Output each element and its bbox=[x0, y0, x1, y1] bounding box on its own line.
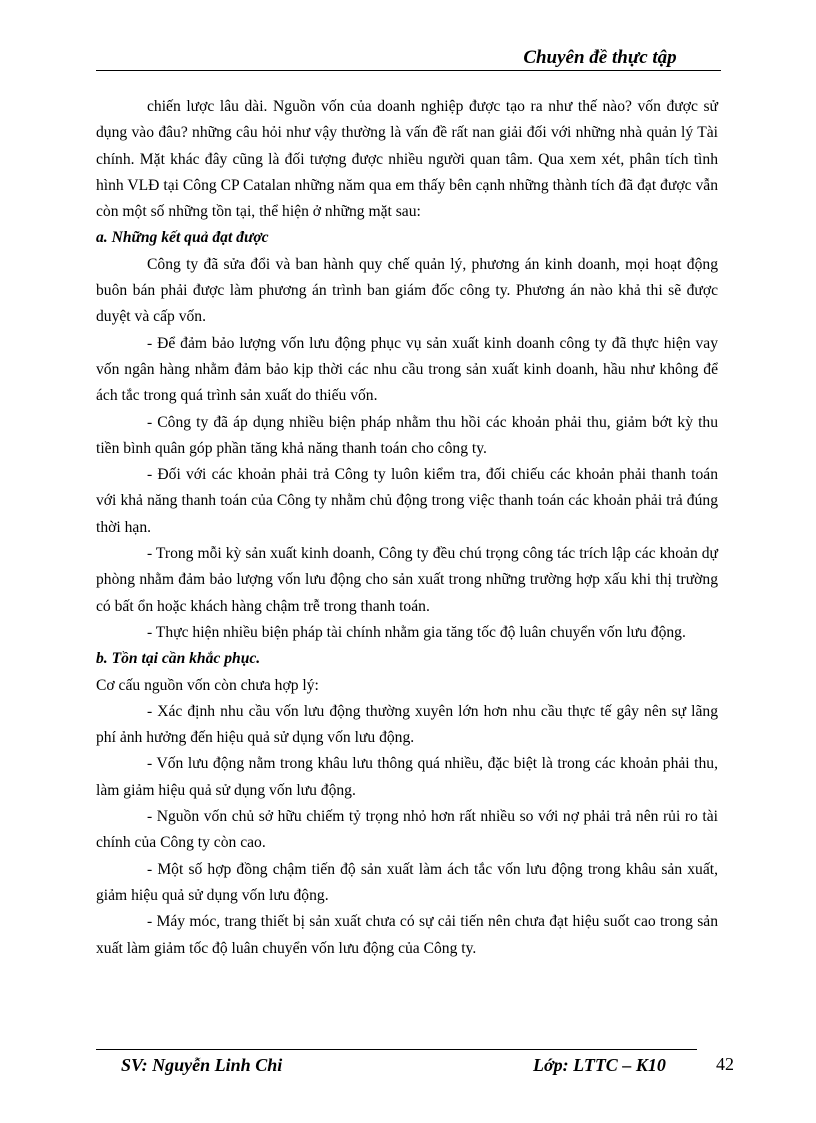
paragraph-intro: chiến lược lâu dài. Nguồn vốn của doanh nghiệp được tạo ra như thế nào? vốn được sử dụng vào đâu? những câu hỏi như vậy thường là vấn đề rất nan giải đối với những nhà quản lý Tài chính. Mặt khác đây cũng là đối tượng được nhiều người quan tâm. Qua xem xét, phân tích tình hình VLĐ tại Công CP Catalan những năm qua em thấy bên cạnh những thành tích đã đạt được vẫn còn một số những tồn tại, thể hiện ở những mặt sau: bbox=[96, 98, 718, 221]
list-item: - Nguồn vốn chủ sở hữu chiếm tỷ trọng nhỏ hơn rất nhiều so với nợ phải trả nên rủi ro tài chính của Công ty còn cao. bbox=[96, 808, 718, 852]
list-item: - Một số hợp đồng chậm tiến độ sản xuất làm ách tắc vốn lưu động trong khâu sản xuất, giảm hiệu quả sử dụng vốn lưu động. bbox=[96, 860, 718, 904]
list-item: - Để đảm bảo lượng vốn lưu động phục vụ sản xuất kinh doanh công ty đã thực hiện vay vốn ngân hàng nhằm đảm bảo kịp thời các nhu cầu trong sản xuất kinh doanh, hầu như không để ách tắc trong quá trình sản xuất do thiếu vốn. bbox=[96, 334, 718, 405]
paragraph: Cơ cấu nguồn vốn còn chưa hợp lý: bbox=[96, 676, 319, 694]
list-item: - Trong mỗi kỳ sản xuất kinh doanh, Công ty đều chú trọng công tác trích lập các khoản dự phòng nhằm đảm bảo lượng vốn lưu động cho sản xuất trong những trường hợp xấu khi thị trường có bất ổn hoặc khách hàng chậm trễ trong thanh toán. bbox=[96, 545, 718, 615]
list-item: - Thực hiện nhiều biện pháp tài chính nhằm gia tăng tốc độ luân chuyển vốn lưu động. bbox=[147, 623, 686, 641]
paragraph: Công ty đã sửa đổi và ban hành quy chế quản lý, phương án kinh doanh, mọi hoạt động buôn bán phải được làm phương án trình ban giám đốc công ty. Phương án nào khả thi sẽ được duyệt và cấp vốn. bbox=[96, 255, 718, 326]
document-body bbox=[96, 94, 718, 962]
list-item: - Công ty đã áp dụng nhiều biện pháp nhằm thu hồi các khoản phải thu, giảm bớt kỳ thu tiền bình quân góp phần tăng khả năng thanh toán cho công ty. bbox=[96, 413, 718, 457]
page-number: 42 bbox=[716, 1054, 734, 1074]
list-item: - Vốn lưu động nằm trong khâu lưu thông quá nhiều, đặc biệt là trong các khoản phải thu, làm giảm hiệu quả sử dụng vốn lưu động. bbox=[96, 755, 718, 799]
section-heading-b: b. Tồn tại cần khắc phục. bbox=[96, 650, 261, 668]
list-item: - Máy móc, trang thiết bị sản xuất chưa có sự cải tiến nên chưa đạt hiệu suốt cao trong sản xuất làm giảm tốc độ luân chuyển vốn lưu động của Công ty. bbox=[96, 913, 718, 957]
footer-class: Lớp: LTTC – K10 bbox=[533, 1055, 666, 1075]
section-heading-a: a. Những kết quả đạt được bbox=[96, 229, 269, 247]
list-item: - Đối với các khoản phải trả Công ty luôn kiểm tra, đối chiếu các khoản phải thanh toán với khả năng thanh toán của Công ty nhằm chủ động trong việc thanh toán các khoản phải trả đúng thời hạn. bbox=[96, 466, 718, 536]
footer-rule bbox=[96, 1049, 697, 1050]
footer-student: SV: Nguyễn Linh Chi bbox=[121, 1055, 283, 1075]
header-title: Chuyên đề thực tập bbox=[523, 47, 677, 68]
header-rule bbox=[96, 70, 721, 71]
list-item: - Xác định nhu cầu vốn lưu động thường xuyên lớn hơn nhu cầu thực tế gây nên sự lãng phí ảnh hưởng đến hiệu quả sử dụng vốn lưu động. bbox=[96, 702, 718, 747]
